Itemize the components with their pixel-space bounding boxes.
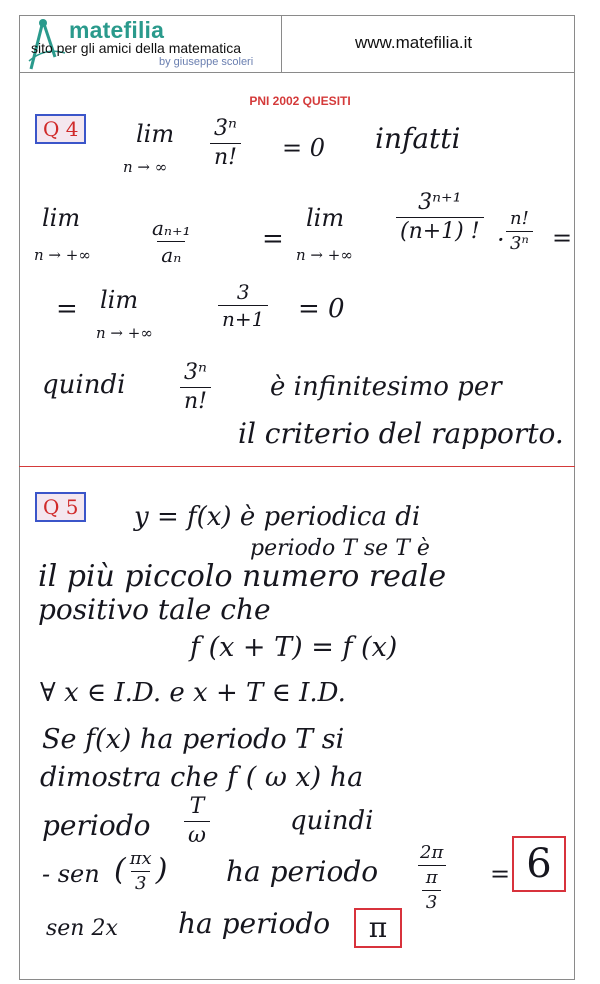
q5-line11-start: sen 2x [46, 916, 118, 941]
q5-line10-equals: = [490, 860, 511, 888]
q4-line2-denominator: aₙ [157, 241, 185, 265]
q5-line10-start: - sen [42, 860, 100, 888]
q5-line2: periodo T se T è [250, 536, 430, 561]
q5-line6: ∀ x ∈ I.D. e x + T ∈ I.D. [40, 678, 346, 708]
q5-line10-arg-numerator: πx [129, 848, 152, 869]
q4-line2-equals: = [262, 224, 284, 254]
q5-line4: positivo tale che [38, 593, 271, 626]
q4-line4-text2: il criterio del rapporto. [238, 417, 564, 450]
q4-line3-equals-zero: = 0 [298, 294, 345, 324]
q4-line1-fraction [210, 118, 241, 169]
logo [19, 15, 282, 72]
q4-line3-fraction [218, 282, 268, 329]
q5-line10-period-numerator: 2π [420, 842, 444, 863]
q5-line11-mid: ha periodo [178, 907, 331, 940]
q5-line10-sen-arg: ( $\frac{\pi x}{3}$ ) [114, 848, 168, 894]
q4-line2-num2: 3ⁿ⁺¹ [418, 190, 462, 215]
q4-line4-denominator: n! [180, 387, 211, 413]
q4-line2-den2: (n+1) ! [396, 217, 484, 243]
logo-author: by giuseppe scoleri [159, 56, 254, 68]
q4-line3-lim-sub: n → +∞ [96, 324, 153, 342]
q4-line2-lim-sub: n → +∞ [34, 246, 91, 264]
q4-line1-denominator: n! [210, 143, 241, 169]
q4-line3-numerator: 3 [236, 280, 250, 304]
q5-line9-denominator: ω [184, 821, 210, 847]
q5-answer-6-box: 6 [512, 836, 566, 892]
q5-line10-period-fraction [416, 844, 447, 912]
q4-line1-word: infatti [375, 122, 461, 155]
q5-answer-pi-box: π [354, 908, 402, 948]
logo-name: matefilia [69, 17, 165, 43]
q5-line3: il più piccolo numero reale [38, 559, 447, 594]
q4-line2-lim: lim [42, 204, 81, 232]
q4-line3-denominator: n+1 [218, 305, 268, 329]
q5-line9-word: periodo [42, 809, 151, 842]
q5-line10-mid: ha periodo [226, 855, 379, 888]
q4-line2-lim2: lim [306, 204, 345, 232]
q4-line2-fraction2 [396, 192, 484, 243]
q4-label: Q 4 [35, 114, 86, 144]
q4-line1-equals-zero: = 0 [282, 134, 326, 162]
q4-line2-fraction3 [506, 210, 533, 253]
q5-line10-arg-denominator: 3 [131, 871, 150, 893]
q4-line2-fraction [148, 218, 195, 265]
document-title: PNI 2002 QUESITI [249, 94, 351, 108]
q5-label: Q 5 [35, 492, 86, 522]
q4-line2-equals-end: = [552, 224, 573, 252]
q4-line2-den3: 3ⁿ [506, 231, 533, 253]
q4-line1-lim-sub: n → ∞ [123, 158, 168, 176]
q5-line10-period-denominator-top: π [425, 867, 438, 888]
q4-line4-fraction [180, 362, 211, 413]
logo-tagline: sito per gli amici della matematica [31, 40, 242, 56]
q4-line4-word: quindi [42, 370, 126, 400]
q4-line4-numerator: 3ⁿ [184, 360, 207, 385]
q4-line2-lim2-sub: n → +∞ [296, 246, 353, 264]
q5-line8: dimostra che f ( ω x) ha [40, 762, 364, 793]
q4-line2-dot: · [497, 226, 505, 254]
q4-line1-numerator: 3ⁿ [214, 116, 237, 141]
q5-line9-numerator: T [189, 794, 205, 819]
q5-line9-end: quindi [290, 806, 374, 836]
q4-line2-numerator: aₙ₊₁ [152, 216, 191, 240]
q5-line10-period-denominator-bottom: 3 [422, 890, 441, 912]
q4-line1-lim: lim [136, 120, 175, 148]
q5-line9-fraction [184, 796, 210, 847]
q5-line5: f (x + T) = f (x) [190, 632, 398, 663]
header [19, 15, 575, 73]
q4-line4-text: è infinitesimo per [270, 372, 502, 402]
q5-line1: y = f(x) è periodica di [134, 502, 421, 532]
section-divider [19, 466, 575, 467]
q5-line7: Se f(x) ha periodo T si [42, 724, 345, 755]
q4-line3-equals-start: = [56, 294, 78, 324]
site-url-link[interactable]: www.matefilia.it [355, 33, 473, 52]
q4-line2-num3: n! [510, 208, 529, 229]
q4-line3-lim: lim [100, 286, 139, 314]
